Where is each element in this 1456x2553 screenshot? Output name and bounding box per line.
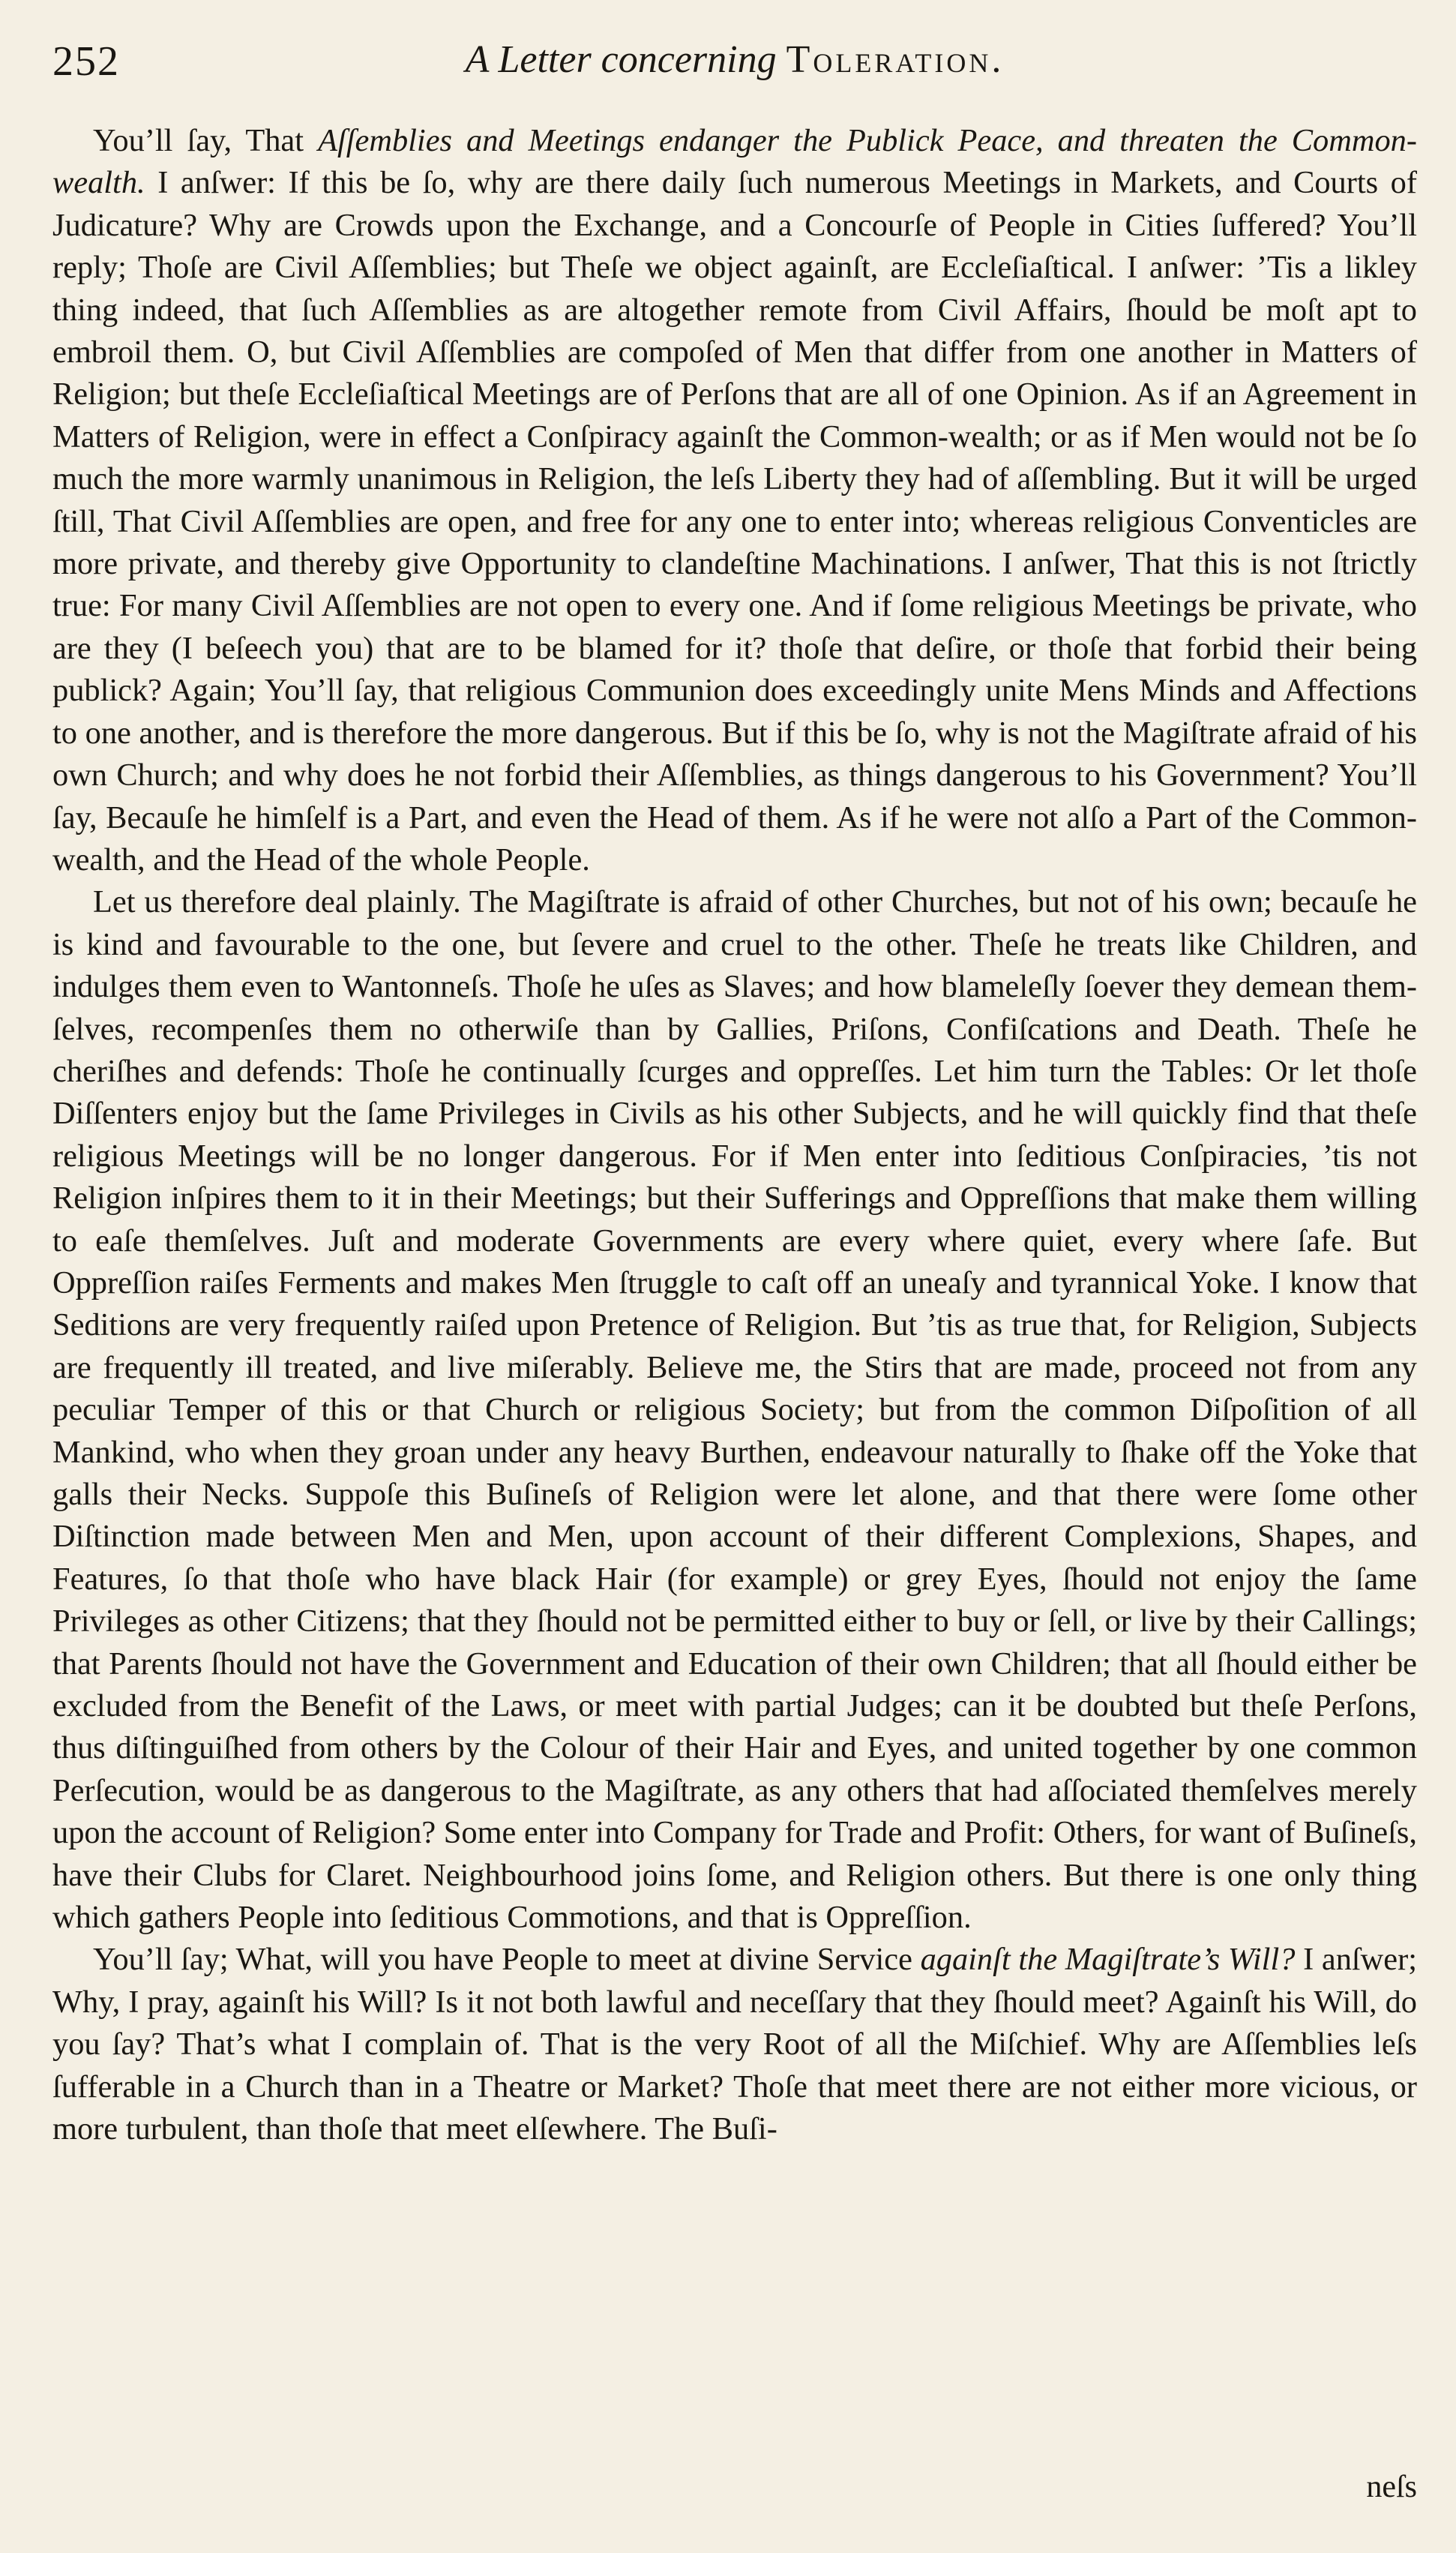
catchword: neſs (1366, 2470, 1417, 2504)
paragraph (52, 1939, 1417, 2150)
text-run: You’ll ſay; What, will you have People to meet at divine Service (93, 1942, 921, 1978)
paragraph (52, 881, 1417, 1939)
text-run: You’ll ſay, That (93, 123, 319, 158)
italic-text-run: againſt the Magiſtrate’s Will? (920, 1942, 1296, 1978)
book-page (52, 30, 1417, 2528)
running-title-caps: Toleration. (786, 38, 1005, 81)
text-run: I anſwer: If this be ſo, why are there daily ſuch numerous Meetings in Markets, and Courts of Judicature? Why are Crowds upon the Exchange, and a Concourſe of People in Cities ſuffered? You’ll reply; Thoſe are Civil Aſſemblies; but Theſe we object againſt, are Eccleſiaſtical. I anſwer: ’Tis a likley thing indeed, that ſuch Aſſemblies as are altogether remote from Civil Affairs, ſhould be moſt apt to embroil them. O, but Civil Aſſemblies are compoſed of Men that differ from one another in Matters of Religion; but theſe Eccleſiaſtical Meetings are of Perſons that are all of one Opinion. As if an Agreement in Matters of Religion, were in effect a Conſpiracy againſt the Common-wealth; or as if Men would not be ſo much the more warmly unanimous in Religion, the leſs Liberty they had of aſſembling. But it will be urged ſtill, That Civil Aſſemblies are open, and free for any one to enter into; whereas religious Conventicles are more private, and thereby give Opportunity to clandeſtine Machinations. I anſwer, That this is not ſtrictly true: For many Civil Aſſemblies are not open to every one. And if ſome religious Meetings be private, who are they (I beſeech you) that are to be blamed for it? thoſe that deſire, or thoſe that forbid their being publick? Again; You’ll ſay, that religious Communion does exceedingly unite Mens Minds and Affections to one another, and is therefore the more dangerous. But if this be ſo, why is not the Magiſtrate afraid of his own Church; and why does he not forbid their Aſſemblies, as things dangerous to his Government? You’ll ſay, Becauſe he himſelf is a Part, and even the Head of them. As if he were not alſo a Part of the Common-wealth, and the Head of the whole People. (52, 165, 1417, 878)
paragraph (52, 120, 1417, 881)
body-text (52, 120, 1417, 2151)
page-number: 252 (52, 38, 120, 85)
running-title-italic: A Letter concerning (465, 38, 777, 81)
running-title (52, 38, 1417, 82)
page-header (52, 30, 1417, 90)
text-run: Let us therefore deal plainly. The Magiſtrate is afraid of other Churches, but not of his own; becauſe he is kind and favourable to the one, but ſevere and cruel to the other. Theſe he treats like Children, and indulges them even to Wantonneſs. Thoſe he uſes as Slaves; and how blameleſly ſoever they demean themſelves, recompenſes them no otherwiſe than by Gallies, Priſons, Confiſcations and Death. Theſe he cheriſhes and defends: Thoſe he continually ſcurges and oppreſſes. Let him turn the Tables: Or let thoſe Diſſenters enjoy but the ſame Privileges in Civils as his other Subjects, and he will quickly find that theſe religious Meetings will be no longer dangerous. For if Men enter into ſeditious Conſpiracies, ’tis not Religion inſpires them to it in their Meetings; but their Sufferings and Oppreſſions that make them willing to eaſe themſelves. Juſt and moderate Governments are every where quiet, every where ſafe. But Oppreſſion raiſes Ferments and makes Men ſtruggle to caſt off an uneaſy and tyrannical Yoke. I know that Seditions are very frequently raiſed upon Pretence of Religion. But ’tis as true that, for Religion, Subjects are frequently ill treated, and live miſerably. Believe me, the Stirs that are made, proceed not from any peculiar Temper of this or that Church or religious Society; but from the common Diſpoſition of all Mankind, who when they groan under any heavy Burthen, endeavour naturally to ſhake off the Yoke that galls their Necks. Suppoſe this Buſineſs of Religion were let alone, and that there were ſome other Diſtinction made between Men and Men, upon account of their different Complexions, Shapes, and Features, ſo that thoſe who have black Hair (for example) or grey Eyes, ſhould not enjoy the ſame Privileges as other Citizens; that they ſhould not be permitted either to buy or ſell, or live by their Callings; that Parents ſhould not have the Government and Education of their own Children; that all ſhould either be excluded from the Benefit of the Laws, or meet with partial Judges; can it be doubted but theſe Perſons, thus diſtinguiſhed from others by the Colour of their Hair and Eyes, and united together by one common Perſecution, would be as dangerous to the Magiſtrate, as any others that had aſſociated themſelves merely upon the account of Religion? Some enter into Company for Trade and Profit: Others, for want of Buſineſs, have their Clubs for Claret. Neighbourhood joins ſome, and Religion others. But there is one only thing which gathers People into ſeditious Commotions, and that is Oppreſſion. (52, 884, 1417, 1936)
text-run: I anſwer; Why, I pray, againſt his Will? Is it not both lawful and neceſſary that they ſhould meet? Againſt his Will, do you ſay? That’s what I complain of. That is the very Root of all the Miſchief. Why are Aſſemblies leſs ſufferable in a Church than in a Theatre or Market? Thoſe that meet there are not either more vicious, or more turbulent, than thoſe that meet elſewhere. The Buſi- (52, 1942, 1417, 2147)
italic-text-run: Aſſemblies and Meetings endanger the Publick Peace, and threaten the Common-wealth. (52, 123, 1417, 201)
